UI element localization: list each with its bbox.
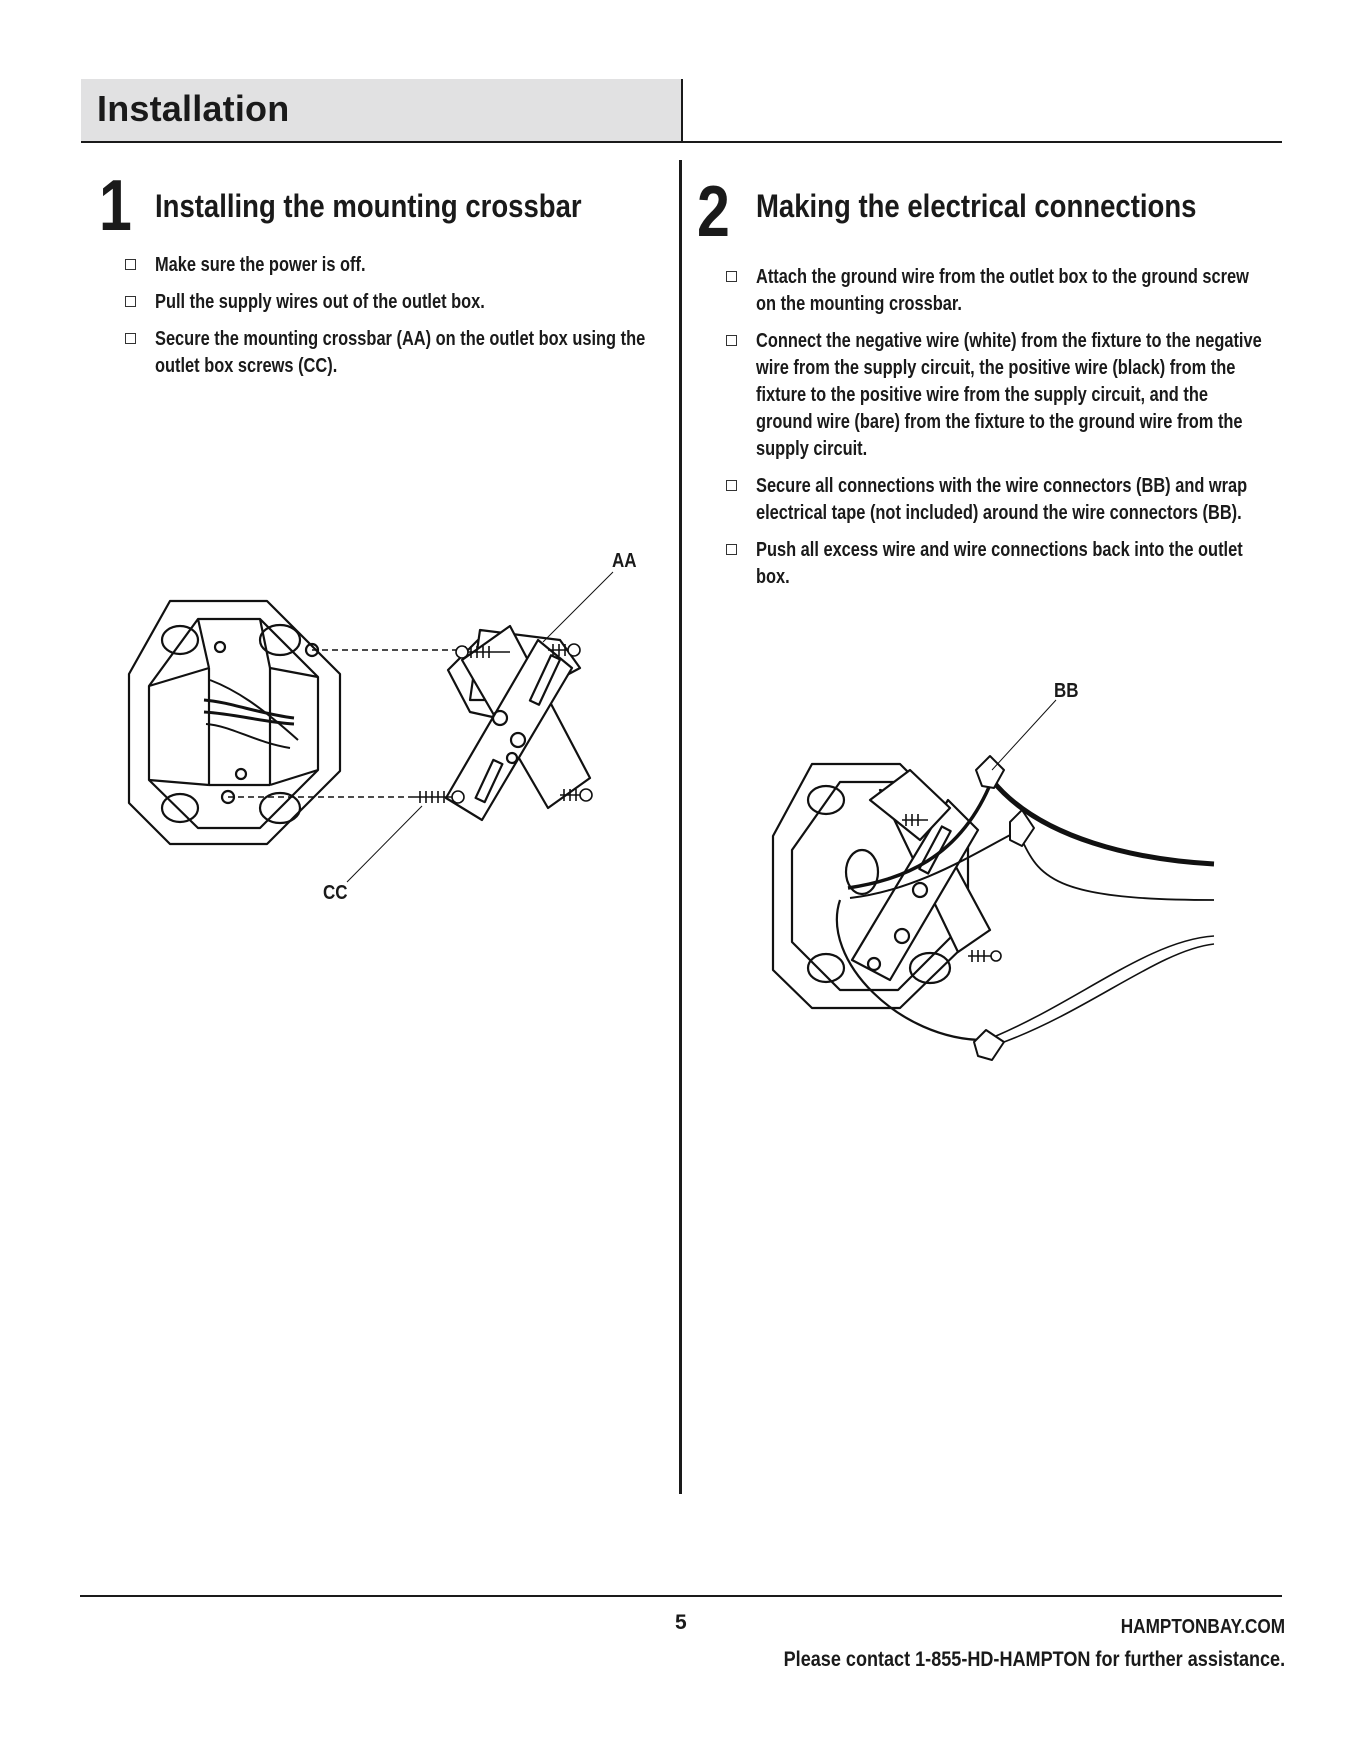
step-2-item: Attach the ground wire from the outlet box to the ground screw on the mounting crossbar.	[726, 264, 1266, 318]
label-aa: AA	[612, 550, 637, 572]
step-2-item: Secure all connections with the wire connectors (BB) and wrap electrical tape (not included) around the wire connectors (BB).	[726, 473, 1266, 527]
step-1-item: Secure the mounting crossbar (AA) on the outlet box using the outlet box screws (CC).	[125, 326, 660, 380]
label-cc: CC	[323, 882, 348, 904]
footer-contact: Please contact 1-855-HD-HAMPTON for further assistance.	[783, 1648, 1285, 1671]
step-2-item: Connect the negative wire (white) from the fixture to the negative wire from the supply circuit, the positive wire (black) from the fixture to the positive wire from the supply circuit, and the ground wire (bare) from the fixture to the ground wire from the supply circuit.	[726, 328, 1266, 463]
page-number: 5	[675, 1611, 687, 1634]
section-title: Installation	[97, 88, 290, 129]
step-1-title: Installing the mounting crossbar	[155, 188, 582, 224]
step-2-title: Making the electrical connections	[756, 188, 1197, 224]
step-2-number: 2	[697, 172, 730, 252]
footer-rule	[80, 1595, 1282, 1597]
step-1-item: Make sure the power is off.	[125, 252, 660, 279]
step-1-item: Pull the supply wires out of the outlet box.	[125, 289, 660, 316]
label-bb: BB	[1054, 680, 1079, 702]
step-2-item: Push all excess wire and wire connections back into the outlet box.	[726, 537, 1266, 591]
step-1-number: 1	[99, 166, 132, 246]
footer-website: HAMPTONBAY.COM	[1120, 1616, 1285, 1638]
